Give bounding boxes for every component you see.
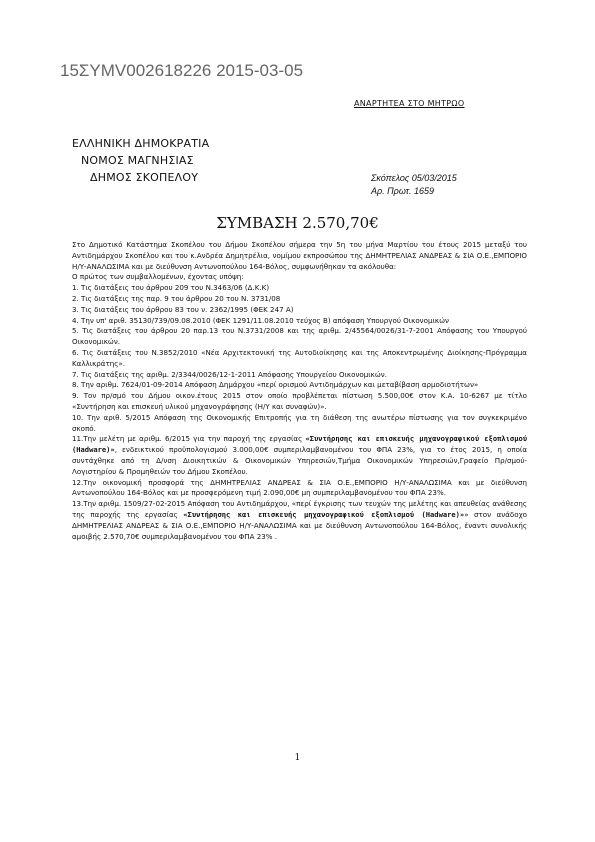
item13-text-pre: 13.Την αριθμ. 1509/27-02-2015 Απόφαση του Αντιδημάρχου, «περί έγκρισης των τευχών της μελέτης και απευθείας ανάθεσης της παροχής της εργασίας <box>72 499 527 519</box>
place-date: Σκόπελος 05/03/2015 <box>371 173 457 183</box>
list-item-4: 4. Την υπ' αριθ. 35130/739/09.08.2010 (ΦΕΚ 1291/11.08.2010 τεύχος Β) απόφαση Υπουργού Οικονομικών <box>72 315 449 325</box>
list-item-2: 2. Τις διατάξεις της παρ. 9 του άρθρου 20 του Ν. 3731/08 <box>72 293 281 303</box>
item13-service-name: «Συντήρησης και επισκευής μηχανογραφικού εξοπλισμού (Hadware)» <box>183 509 465 519</box>
header-municipality: ΔΗΜΟΣ ΣΚΟΠΕΛΟΥ <box>90 171 199 184</box>
list-item-12: 12.Την οικονομική προσφορά της ΔΗΜΗΤΡΕΛΙΑΣ ΑΝΔΡΕΑΣ & ΣΙΑ Ο.Ε.,ΕΜΠΟΡΙΟ Η/Υ-ΑΝΑΛΩΣΙΜΑ και με διεύθυνση Αντωνοπούλου 164-Βόλος και με προσφερόμενη τιμή 2.090,00€ μη συμπεριλαμβανομένου του ΦΠΑ 23%. <box>72 477 527 498</box>
list-item-7: 7. Τις διατάξεις της αριθμ. 2/3344/0026/12-1-2011 Απόφασης Υπουργείου Οικονομικών. <box>72 369 388 379</box>
list-item-11 <box>72 434 527 477</box>
list-item-8: 8. Την αριθμ. 7624/01-09-2014 Απόφαση Δημάρχου «περί ορισμού Αντιδημάρχων και μεταβίβαση αρμοδιοτήτων» <box>72 380 479 390</box>
list-item-10: 10. Την αριθ. 5/2015 Απόφαση της Οικονομικής Επιτροπής για τη διάθεση της ανωτέρω πίστωσης για τον συγκεκριμένο σκοπό. <box>72 412 527 433</box>
list-item-3: 3. Τις διατάξεις του άρθρου 83 του ν. 2362/1995 (ΦΕΚ 247 Α) <box>72 304 294 314</box>
intro-paragraph: Στο Δημοτικό Κατάστημα Σκοπέλου του Δήμου Σκοπέλου σήμερα την 5η του μήνα Μαρτίου του έτους 2015 μεταξύ του Αντιδημάρχου Σκοπέλου και του κ.Ανδρέα Δημητρέλια, νομίμου εκπροσώπου της ΔΗΜΗΤΡΕΛΙΑΣ ΑΝΔΡΕΑΣ & ΣΙΑ Ο.Ε.,ΕΜΠΟΡΙΟ Η/Υ-ΑΝΑΛΩΣΙΜΑ και με διεύθυνση Αντωνοπούλου 164-Βόλος, συμφωνήθηκαν τα ακόλουθα: <box>72 240 527 271</box>
header-prefecture: ΝΟΜΟΣ ΜΑΓΝΗΣΙΑΣ <box>81 154 194 167</box>
contract-body <box>72 240 527 542</box>
item13-text-post: » στον ανάδοχο ΔΗΜΗΤΡΕΛΙΑΣ ΑΝΔΡΕΑΣ & ΣΙΑ Ο.Ε.,ΕΜΠΟΡΙΟ Η/Υ-ΑΝΑΛΩΣΙΜΑ και με διεύθυνση Αντωνοπούλου 164-Βόλος, έναντι συνολικής αμοιβής 2.570,70€ συμπεριλαμβανομένου του ΦΠΑ 23% . <box>72 509 528 541</box>
page-number: 1 <box>294 753 301 763</box>
list-item-1: 1. Τις διατάξεις του άρθρου 209 του Ν.3463/06 (Δ.Κ.Κ) <box>72 283 270 293</box>
protocol-number: Αρ. Πρωτ. 1659 <box>371 186 435 196</box>
list-item-13 <box>72 499 527 542</box>
list-item-9: 9. Τον πρ/σμό του Δήμου οικον.έτους 2015 στον οποίο προβλέπεται πίστωση 5.500,00€ στον Κ.Α. 10-6267 με τίτλο «Συντήρηση και επισκευή υλικού μηχανογράφησης (Η/Υ και συναφών)». <box>72 391 527 411</box>
posted-label: ΑΝΑΡΤΗΤΕΑ ΣΤΟ ΜΗΤΡΩΟ <box>354 99 465 108</box>
item11-service-name: «Συντήρησης και επισκευής μηχανογραφικού εξοπλισμού (Hadware)» <box>72 434 528 455</box>
list-item-5: 5. Τις διατάξεις του άρθρου 20 παρ.13 του Ν.3731/2008 και της αριθμ. 2/45564/0026/31-7-2001 Απόφασης του Υπουργού Οικονομικών. <box>72 326 527 347</box>
item11-text-post: , ενδεικτικού προϋπολογισμού 3.000,00€ συμπεριλαμβανομένου του ΦΠΑ 23%, για το έτος 2015, η οποία συντάχθηκε από τη Δ/νση Διοικητικών & Οικονομικών Υπηρεσιών,Τμήμα Οικονομικών Υπηρεσιών,Γραφείο Πρ/σμού-Λογιστηρίου & Προμηθειών του Δήμου Σκοπέλου. <box>72 445 527 476</box>
header-republic: ΕΛΛΗΝΙΚΗ ΔΗΜΟΚΡΑΤΙΑ <box>72 137 210 150</box>
contract-title: ΣΥΜΒΑΣΗ 2.570,70€ <box>216 214 379 232</box>
ada-code: 15ΣΥΜV002618226 2015-03-05 <box>60 61 304 80</box>
item11-text-pre: 11.Την μελέτη με αριθμ. 6/2015 για την παροχή της εργασίας <box>72 434 306 444</box>
considering-line: Ο πρώτος των συμβαλλομένων, έχοντας υπόψη: <box>72 272 244 282</box>
list-item-6: 6. Τις διατάξεις του Ν.3852/2010 «Νέα Αρχιτεκτονική της Αυτοδιοίκησης και της Αποκεντρωμένης Διοίκησης-Πρόγραμμα Καλλικράτης». <box>72 347 527 368</box>
